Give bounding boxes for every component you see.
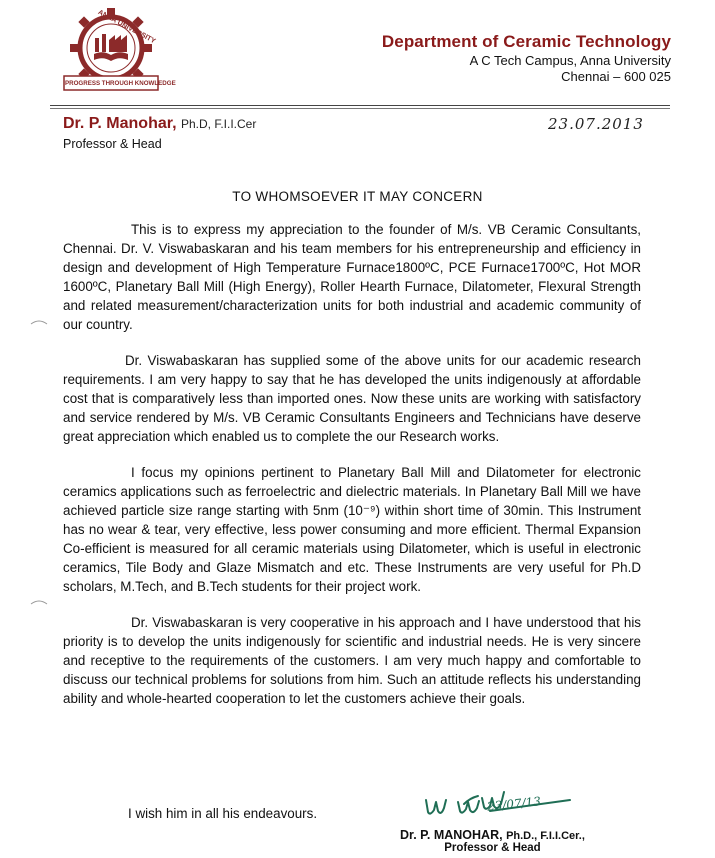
letter-subject: TO WHOMSOEVER IT MAY CONCERN: [232, 189, 483, 204]
logo-arc-text: ANNA UNIVERSITY: [96, 9, 157, 46]
handwritten-date: 23.07.2013: [548, 115, 644, 133]
campus-line: A C Tech Campus, Anna University: [469, 53, 671, 68]
paragraph: This is to express my appreciation to the founder of M/s. VB Ceramic Consultants, Chennai. Dr. V. Viswabaskaran and his team members for his entrepreneurship and efficiency in design and development of High Temperature Furnace1800ºC, PCE Furnace1700ºC, Hot MOR 1600ºC, Planetary Ball Mill (High Energy), Roller Hearth Furnace, Dilatometer, Flexural Strength and related measurement/characterization units for both industrial and academic community of our country.: [63, 222, 641, 332]
closing-qualifications: Ph.D., F.I.I.Cer.,: [506, 830, 585, 842]
closing-block: [400, 828, 585, 854]
punch-mark: [30, 318, 48, 326]
paragraph: Dr. Viswabaskaran has supplied some of the above units for our academic research requirements. I am very happy to say that he has developed the units indigenously at affordable cost that is comparatively less than imported ones. Now these units are working with satisfactory and service rendered by M/s. VB Ceramic Consultants Engineers and Technicians have deserve great appreciation which enabled us to complete the our Research works.: [63, 353, 641, 444]
logo-lettering: [60, 4, 176, 96]
department-name: Department of Ceramic Technology: [381, 32, 671, 51]
sender-title: Professor & Head: [63, 137, 162, 151]
closing-wish: I wish him in all his endeavours.: [128, 806, 318, 821]
closing-title: Professor & Head: [444, 842, 541, 854]
sender-qualifications: Ph.D, F.I.I.Cer: [180, 117, 257, 131]
logo-banner-text: PROGRESS THROUGH KNOWLEDGE: [65, 80, 176, 87]
paragraph: I focus my opinions pertinent to Planetary Ball Mill and Dilatometer for electronic ceramics applications such as ferroelectric and dielectric materials. In Planetary Ball Mill we have achieved particle size range starting with 5nm (10⁻⁹) within short time of 30min. This Instrument has no wear & tear, very effective, less power consuming and more efficient. Thermal Expansion Co-efficient is measured for all ceramic materials using Dilatometer, which is useful in electronic ceramics, Tile Body and Glaze Mismatch and etc. These Instruments are very useful for Ph.D scholars, M.Tech, and B.Tech students for their project work.: [63, 465, 641, 594]
header-divider: [50, 105, 670, 106]
city-line: Chennai – 600 025: [561, 69, 671, 84]
department-block: [382, 32, 671, 84]
letter-body: [63, 220, 641, 725]
sender-name: Dr. P. Manohar,: [63, 115, 177, 132]
punch-mark: [30, 598, 48, 606]
sender-block: [63, 115, 256, 151]
header-divider-thin: [50, 108, 670, 109]
closing-name: Dr. P. MANOHAR,: [400, 828, 503, 842]
paragraph: Dr. Viswabaskaran is very cooperative in his approach and I have understood that his priority is to develop the units indigenously for scientific and industrial needs. He is very sincere and receptive to the requirements of the customers. I am very much happy and comfortable to discuss our technical problems for solutions from him. Such an attitude reflects his understanding ability and whole-hearted cooperation to let the customers achieve their goals.: [63, 615, 641, 706]
signature-date: 23/07/13: [486, 794, 542, 814]
